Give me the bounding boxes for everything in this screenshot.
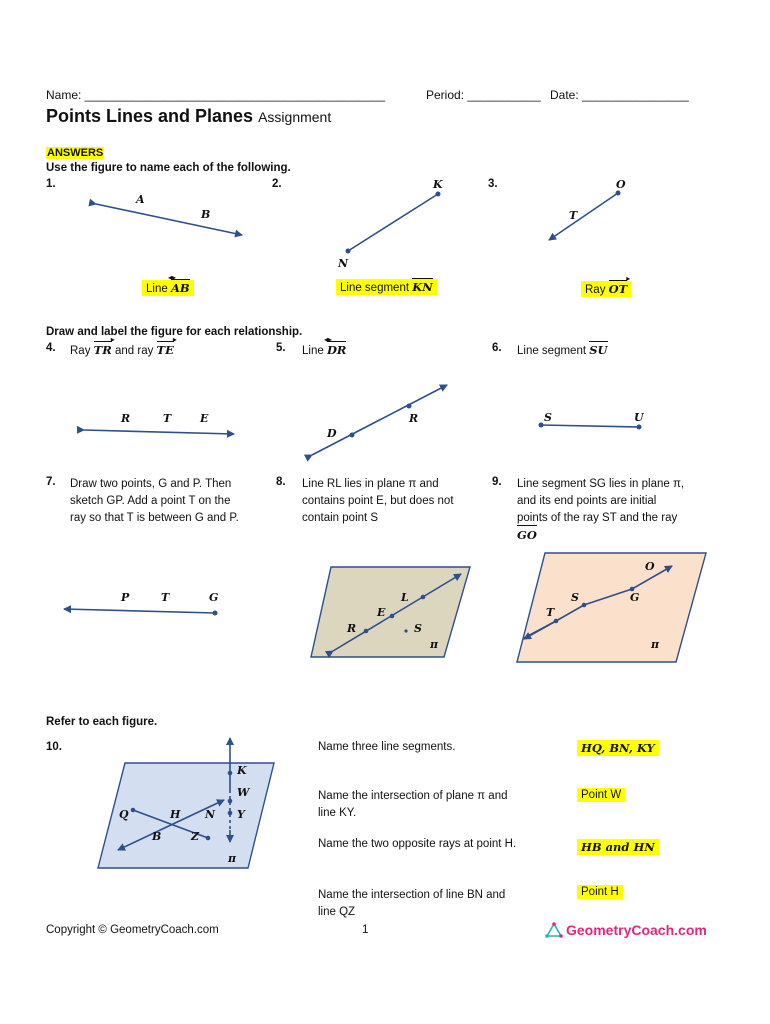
q4-prompt-a: Ray (70, 345, 91, 357)
q3-number: 3. (488, 178, 498, 190)
q10-item4-question-line2: line QZ (318, 906, 356, 918)
q10-point-y (228, 811, 233, 816)
q10-label-z: Z (191, 830, 200, 843)
q8-number: 8. (276, 476, 286, 488)
q10-item3-question: Name the two opposite rays at point H. (318, 838, 517, 850)
q10-item4-question (318, 887, 558, 921)
q10-item2-question (318, 788, 558, 822)
footer-logo (545, 922, 707, 938)
q2-answer-name: KN (412, 280, 433, 294)
q2-answer-prefix: Line segment (340, 282, 410, 294)
q6-name: SU (589, 343, 608, 357)
q6-number: 6. (492, 342, 502, 354)
q10-item1-answer: HQ, BN, KY (577, 740, 659, 756)
q5-number: 5. (276, 342, 286, 354)
q1-label-a: A (136, 193, 145, 206)
footer-page-number: 1 (362, 924, 369, 936)
footer-copyright: Copyright © GeometryCoach.com (46, 924, 219, 936)
q8-text-line2: contains point E, but does not (302, 495, 454, 507)
q9-label-g: G (630, 591, 640, 604)
q8-label-e: E (377, 606, 386, 619)
q10-label-n: N (205, 808, 216, 821)
q8-text-line3: contain point S (302, 512, 379, 524)
q2-number: 2. (272, 178, 282, 190)
q7-label-g: G (209, 591, 219, 604)
q1-label-b: B (201, 208, 211, 221)
q6-label-u: U (634, 411, 644, 424)
section2-instruction: Draw and label the figure for each relationship. (46, 326, 303, 338)
logo-icon (545, 922, 563, 938)
section1-instruction: Use the figure to name each of the following. (46, 162, 291, 174)
q10-point-q (131, 808, 136, 813)
q8-text-line1: Line RL lies in plane π and (302, 478, 439, 490)
answers-tag: ANSWERS (47, 147, 104, 159)
q4-name-a: TR ▸ (94, 343, 112, 357)
q4-label-t: T (163, 412, 172, 425)
q4-prompt-mid: and ray (114, 345, 154, 357)
q7-text-line3: ray so that T is between G and P. (70, 512, 239, 524)
section3-instruction: Refer to each figure. (46, 716, 158, 728)
q1-answer-prefix: Line (146, 283, 168, 295)
q9-label-t: T (546, 606, 555, 619)
q10-label-b: B (152, 830, 162, 843)
date-field: Date: ________________ (550, 88, 689, 102)
q10-item2-answer: Point W (577, 788, 625, 802)
q10-label-q: Q (119, 808, 129, 821)
q10-item3-answer: HB and HN (577, 839, 659, 855)
q4-label-r: R (121, 412, 131, 425)
q5-name: DR ◂▸ (327, 343, 347, 357)
q10-point-k (228, 771, 233, 776)
q2-label-k: K (433, 178, 443, 191)
q4-number: 4. (46, 342, 56, 354)
q10-label-h: H (170, 808, 181, 821)
q9-label-o: O (645, 560, 655, 573)
q9-label-pi: π (651, 638, 660, 651)
q5-label-d: D (327, 427, 337, 440)
q8-label-s: S (414, 622, 422, 635)
q7-text-line1: Draw two points, G and P. Then (70, 478, 232, 490)
q3-answer-prefix: Ray (585, 284, 606, 296)
q10-point-w (228, 799, 233, 804)
name-field: Name: _____________________________________________ (46, 88, 385, 102)
q10-point-z (206, 836, 211, 841)
q1-answer-name: AB ◂▸ (171, 281, 190, 295)
q5-prompt-text: Line (302, 345, 324, 357)
q4-name-b: TE ▸ (157, 343, 174, 357)
q8-label-pi: π (430, 638, 439, 651)
period-field: Period: ___________ (426, 88, 541, 102)
q2-label-n: N (338, 257, 349, 270)
q6-label-s: S (544, 411, 552, 424)
q1-number: 1. (46, 178, 56, 190)
q10-label-y: Y (237, 808, 245, 821)
q8-label-l: L (401, 591, 409, 604)
q8-label-r: R (347, 622, 357, 635)
q9-text-line1: Line segment SG lies in plane π, (517, 478, 685, 490)
title-main: Points Lines and Planes (46, 106, 254, 126)
q10-item2-question-line1: Name the intersection of plane π and (318, 790, 508, 802)
q7-label-t: T (161, 591, 170, 604)
q3-label-o: O (616, 178, 626, 191)
q10-label-k: K (237, 764, 247, 777)
logo-text: GeometryCoach.com (566, 922, 707, 938)
q3-label-t: T (569, 209, 578, 222)
q9-text-line2: and its end points are initial (517, 495, 657, 507)
q7-label-p: P (121, 591, 130, 604)
q10-item4-answer: Point H (577, 885, 623, 899)
q10-item2-question-line2: line KY. (318, 807, 357, 819)
q3-answer-name: OT ▸ (609, 282, 628, 296)
q5-label-r: R (409, 412, 419, 425)
title-sub: Assignment (258, 109, 332, 125)
q4-label-e: E (200, 412, 209, 425)
q9-label-s: S (571, 591, 579, 604)
q6-prompt-text: Line segment (517, 345, 587, 357)
q10-label-w: W (237, 786, 250, 799)
q10-item4-question-line1: Name the intersection of line BN and (318, 889, 506, 901)
q9-text-line3: points of the ray ST and the ray (517, 512, 678, 524)
q10-label-pi: π (228, 852, 237, 865)
q10-item1-question: Name three line segments. (318, 741, 456, 753)
q10-number: 10. (46, 741, 62, 753)
q9-text-line4: GO (517, 528, 537, 542)
q7-number: 7. (46, 476, 56, 488)
q7-text-line2: sketch GP. Add a point T on the (70, 495, 231, 507)
q9-number: 9. (492, 476, 502, 488)
